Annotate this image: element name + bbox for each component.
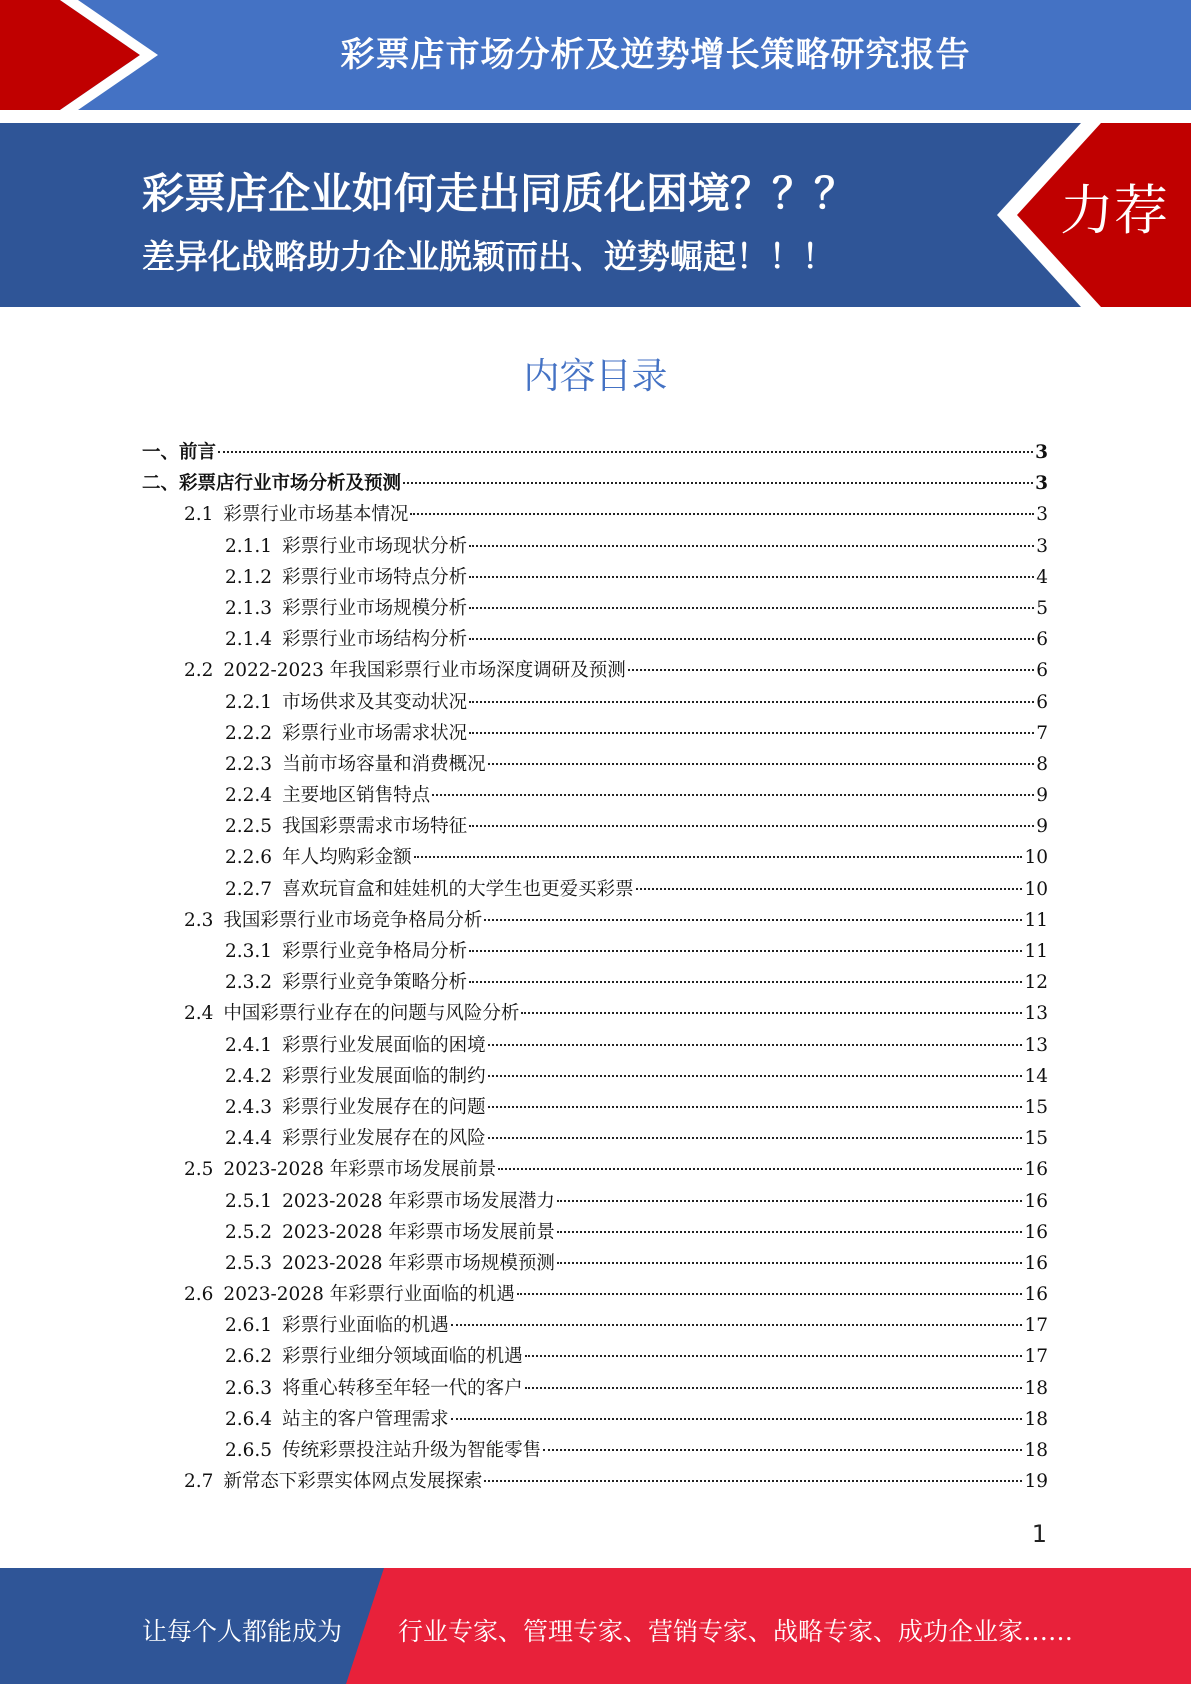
toc-dot-leader [218,451,1033,453]
toc-dot-leader [432,794,1034,796]
toc-entry[interactable] [142,655,1048,686]
toc-entry-page: 4 [1036,566,1048,588]
toc-dot-leader [451,1324,1023,1326]
toc-entry-page: 16 [1024,1284,1048,1306]
toc-dot-leader [469,545,1034,547]
toc-entry-label: 主要地区销售特点 [282,785,431,807]
toc-entry-label: 将重心转移至年轻一代的客户 [282,1377,523,1399]
toc-dot-leader [525,1355,1023,1357]
toc-entry-label: 年人均购彩金额 [282,847,412,869]
toc-entry-number: 2.5 [184,1159,214,1181]
toc-entry-page: 6 [1036,629,1048,651]
toc-entry[interactable] [142,780,1048,811]
toc-entry-number: 2.2 [184,660,214,682]
toc-entry-number: 2.4.3 [225,1096,273,1118]
toc-dot-leader [628,669,1035,671]
toc-entry-number: 2.2.4 [225,785,273,807]
toc-entry-number: 一、 [142,442,180,463]
toc-entry-number: 2.3 [184,909,214,931]
toc-entry[interactable] [142,1279,1048,1310]
toc-entry-number: 2.6.3 [225,1377,273,1399]
toc-entry[interactable] [142,1123,1048,1154]
toc-entry[interactable] [142,593,1048,624]
toc-dot-leader [636,888,1023,890]
toc-entry-number: 2.2.7 [225,878,273,900]
toc-entry-number: 2.1.1 [225,535,273,557]
toc-dot-leader [484,919,1022,921]
toc-entry-label: 2022-2023 年我国彩票行业市场深度调研及预测 [223,660,626,682]
toc-entry-page: 17 [1024,1315,1048,1337]
toc-entry[interactable] [142,1154,1048,1185]
hero-subheadline: 差异化战略助力企业脱颖而出、逆势崛起！！！ [142,237,835,276]
toc-entry[interactable] [142,874,1048,905]
toc-entry-page: 18 [1024,1440,1048,1461]
toc-dot-leader [469,607,1034,609]
toc-entry-label: 彩票店行业市场分析及预测 [179,473,402,495]
toc-dot-leader [557,1262,1023,1264]
toc-dot-leader [488,1137,1023,1139]
toc-entry[interactable] [142,1030,1048,1061]
toc-entry-label: 彩票行业面临的机遇 [282,1315,449,1337]
toc-entry-label: 我国彩票需求市场特征 [282,816,468,838]
toc-entry-label: 站主的客户管理需求 [282,1408,449,1430]
recommend-badge-label: 力荐 [1060,179,1168,242]
toc-entry-page: 18 [1024,1408,1048,1430]
toc-entry-number: 2.4.4 [225,1128,273,1150]
toc-entry-number: 2.6.5 [225,1440,273,1461]
toc-entry-label: 彩票行业发展面临的制约 [282,1065,486,1087]
toc-entry-number: 2.5.1 [225,1190,273,1212]
toc-entry-page: 7 [1036,722,1048,744]
toc-entry[interactable] [142,749,1048,780]
page-number: 1 [1031,1520,1047,1548]
toc-dot-leader [469,638,1034,640]
toc-dot-leader [488,1044,1023,1046]
toc-entry-label: 喜欢玩盲盒和娃娃机的大学生也更爱买彩票 [282,878,634,900]
toc-entry-page: 13 [1024,1034,1048,1056]
toc-entry-label: 彩票行业市场规模分析 [282,597,468,619]
toc-entry-page: 13 [1024,1003,1048,1025]
toc-list [142,437,1048,1497]
toc-entry-label: 2023-2028 年彩票市场发展前景 [223,1159,497,1181]
toc-entry-label: 市场供求及其变动状况 [282,691,468,713]
toc-entry-number: 2.7 [184,1471,214,1493]
toc-entry-page: 14 [1024,1065,1048,1087]
toc-entry-number: 2.1.3 [225,597,273,619]
toc-entry-label: 中国彩票行业存在的问题与风险分析 [223,1003,520,1025]
toc-entry-page: 6 [1036,691,1048,713]
toc-entry[interactable] [142,718,1048,749]
toc-entry-page: 17 [1024,1346,1048,1368]
toc-entry-number: 2.1.2 [225,566,273,588]
toc-entry-number: 2.1.4 [225,629,273,651]
toc-title: 内容目录 [523,356,668,397]
toc-entry-number: 2.4.1 [225,1034,273,1056]
toc-dot-leader [557,1200,1023,1202]
toc-entry-page: 12 [1024,972,1048,994]
toc-entry-label: 彩票行业市场现状分析 [282,535,468,557]
toc-entry-number: 2.3.2 [225,972,273,994]
toc-entry-page: 11 [1024,941,1048,962]
toc-entry-number: 2.4 [184,1003,214,1025]
toc-entry-page: 19 [1024,1471,1048,1493]
toc-dot-leader [543,1449,1022,1451]
toc-entry-label: 彩票行业竞争格局分析 [282,941,468,962]
toc-entry-page: 18 [1024,1377,1048,1399]
toc-entry-page: 10 [1024,847,1048,869]
toc-entry-label: 彩票行业市场需求状况 [282,722,468,744]
toc-dot-leader [451,1418,1023,1420]
toc-dot-leader [403,482,1033,484]
toc-entry[interactable] [142,1341,1048,1372]
toc-dot-leader [469,825,1034,827]
toc-entry-label: 2023-2028 年彩票市场发展潜力 [282,1190,555,1212]
toc-entry[interactable] [142,1186,1048,1217]
toc-entry-label: 前言 [179,442,217,463]
toc-entry-label: 当前市场容量和消费概况 [282,753,486,775]
toc-entry-number: 2.2.1 [225,691,273,713]
toc-entry-label: 我国彩票行业市场竞争格局分析 [223,909,483,931]
toc-entry-label: 2023-2028 年彩票市场规模预测 [282,1252,555,1274]
toc-entry[interactable] [142,998,1048,1029]
toc-entry-number: 2.3.1 [225,941,273,962]
toc-entry[interactable] [142,1466,1048,1497]
toc-dot-leader [517,1293,1023,1295]
toc-entry-label: 2023-2028 年彩票行业面临的机遇 [223,1284,515,1306]
toc-dot-leader [521,1012,1022,1014]
toc-entry-label: 彩票行业发展存在的问题 [282,1096,486,1118]
toc-entry-label: 彩票行业发展存在的风险 [282,1128,486,1150]
toc-entry[interactable] [142,1435,1048,1466]
toc-entry[interactable] [142,531,1048,562]
toc-entry-number: 2.2.3 [225,753,273,775]
toc-entry[interactable] [142,1310,1048,1341]
toc-entry-number: 2.1 [184,504,214,526]
toc-entry-page: 16 [1024,1221,1048,1243]
toc-dot-leader [469,732,1034,734]
toc-entry-label: 传统彩票投注站升级为智能零售 [282,1440,542,1461]
toc-dot-leader [469,576,1034,578]
toc-entry-label: 彩票行业细分领域面临的机遇 [282,1346,523,1368]
toc-entry-number: 2.2.2 [225,722,273,744]
hero-headline: 彩票店企业如何走出同质化困境？？？ [142,169,857,218]
red-arrow-icon [0,0,160,110]
toc-dot-leader [469,981,1022,983]
toc-entry[interactable] [142,1404,1048,1435]
toc-entry[interactable] [142,687,1048,718]
toc-dot-leader [488,1106,1023,1108]
toc-entry-number: 2.4.2 [225,1065,273,1087]
toc-entry-page: 8 [1036,753,1048,775]
toc-entry-number: 2.6.2 [225,1346,273,1368]
toc-entry-number: 二、 [142,473,180,495]
toc-entry-page: 3 [1035,473,1048,495]
toc-entry[interactable] [142,1092,1048,1123]
toc-dot-leader [488,763,1035,765]
toc-entry-page: 16 [1024,1252,1048,1274]
toc-entry-label: 彩票行业发展面临的困境 [282,1034,486,1056]
toc-entry-page: 9 [1036,785,1048,807]
toc-entry-number: 2.6.1 [225,1315,273,1337]
toc-entry-number: 2.5.3 [225,1252,273,1274]
top-banner [0,0,1191,110]
toc-dot-leader [525,1387,1023,1389]
toc-entry[interactable] [142,1061,1048,1092]
toc-dot-leader [414,856,1023,858]
toc-entry-page: 15 [1024,1096,1048,1118]
toc-entry-page: 15 [1024,1128,1048,1150]
toc-entry-number: 2.6 [184,1284,214,1306]
toc-dot-leader [469,950,1022,952]
toc-entry-label: 彩票行业市场基本情况 [223,504,409,526]
footer-slogan-left: 让每个人都能成为 [142,1617,343,1646]
toc-entry-page: 10 [1024,878,1048,900]
toc-entry[interactable] [142,499,1048,530]
toc-entry[interactable] [142,1217,1048,1248]
toc-entry-page: 9 [1036,816,1048,838]
toc-entry[interactable] [142,1373,1048,1404]
toc-entry[interactable] [142,624,1048,655]
toc-dot-leader [488,1075,1023,1077]
toc-entry-number: 2.2.5 [225,816,273,838]
toc-entry-page: 16 [1024,1159,1048,1181]
toc-entry[interactable] [142,1248,1048,1279]
toc-entry[interactable] [142,468,1048,499]
toc-entry[interactable] [142,842,1048,873]
toc-entry[interactable] [142,905,1048,936]
toc-entry-page: 3 [1035,442,1048,463]
toc-entry[interactable] [142,562,1048,593]
toc-dot-leader [469,701,1034,703]
toc-entry[interactable] [142,967,1048,998]
toc-entry[interactable] [142,936,1048,967]
toc-entry-number: 2.5.2 [225,1221,273,1243]
toc-dot-leader [557,1231,1023,1233]
toc-entry-page: 16 [1024,1190,1048,1212]
toc-entry-label: 彩票行业市场结构分析 [282,629,468,651]
toc-entry-label: 新常态下彩票实体网点发展探索 [223,1471,483,1493]
toc-entry-page: 6 [1036,660,1048,682]
toc-entry[interactable] [142,811,1048,842]
toc-dot-leader [410,513,1034,515]
toc-entry-label: 彩票行业市场特点分析 [282,566,468,588]
toc-entry-number: 2.2.6 [225,847,273,869]
toc-dot-leader [498,1168,1022,1170]
toc-entry[interactable] [142,437,1048,468]
toc-entry-page: 5 [1036,597,1048,619]
toc-entry-page: 3 [1036,535,1048,557]
footer-slogan-right: 行业专家、管理专家、营销专家、战略专家、成功企业家…… [398,1617,1074,1646]
toc-dot-leader [484,1480,1022,1482]
report-title: 彩票店市场分析及逆势增长策略研究报告 [340,35,971,75]
toc-entry-page: 11 [1024,909,1048,931]
toc-entry-number: 2.6.4 [225,1408,273,1430]
toc-entry-label: 2023-2028 年彩票市场发展前景 [282,1221,555,1243]
toc-entry-label: 彩票行业竞争策略分析 [282,972,468,994]
toc-entry-page: 3 [1036,504,1048,526]
